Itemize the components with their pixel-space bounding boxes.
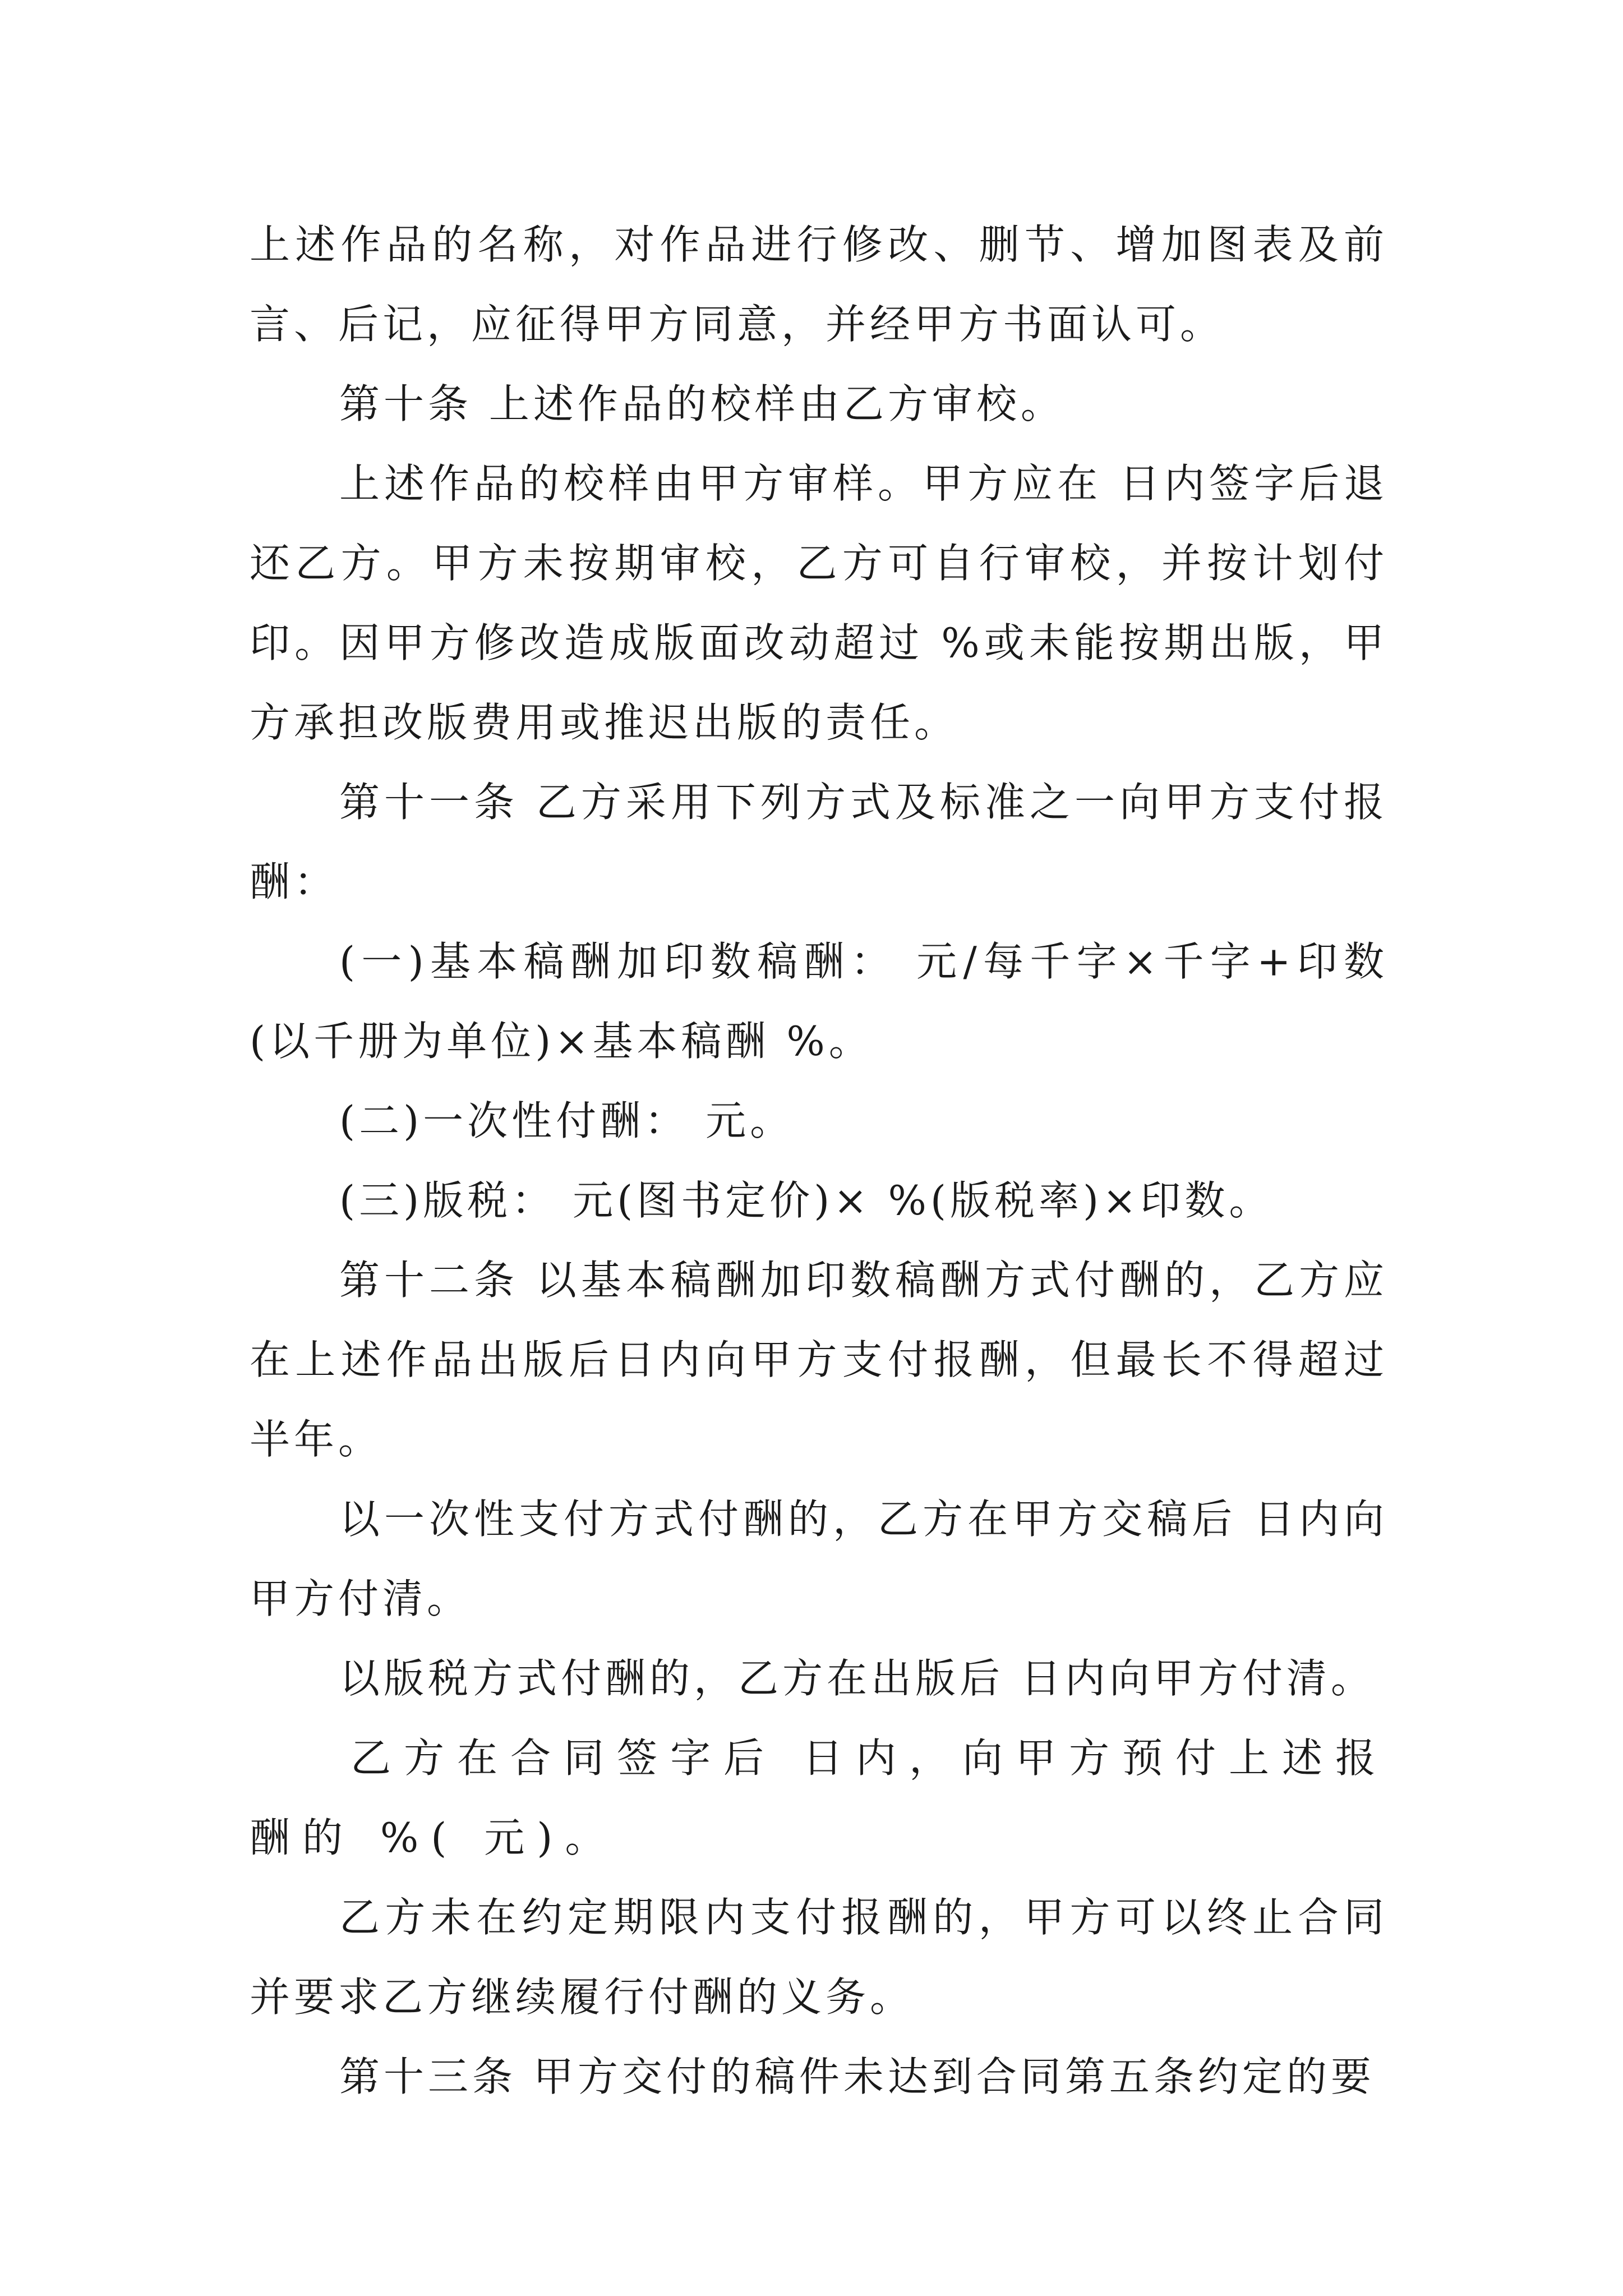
contract-text <box>250 205 1388 2116</box>
paragraph: 上述作品的校样由甲方审样。甲方应在 日内签字后退还乙方。甲方未按期审校，乙方可自行审校，并按计划付印。因甲方修改造成版面改动超过 %或未能按期出版，甲方承担改版费用或推迟出版的责任。 <box>250 460 1388 746</box>
paragraph: 乙方未在约定期限内支付报酬的，甲方可以终止合同并要求乙方继续履行付酬的义务。 <box>250 1894 1388 2021</box>
paragraph: 第十条 上述作品的校样由乙方审校。 <box>339 380 1065 427</box>
paragraph: 上述作品的名称，对作品进行修改、删节、增加图表及前言、后记，应征得甲方同意，并经甲方书面认可。 <box>250 221 1388 348</box>
paragraph: 乙方在合同签字后 日内，向甲方预付上述报酬的 %( 元)。 <box>250 1734 1388 1861</box>
paragraph: (三)版税： 元(图书定价)× %(版税率)×印数。 <box>339 1177 1274 1224</box>
paragraph: 以一次性支付方式付酬的，乙方在甲方交稿后 日内向甲方付清。 <box>250 1496 1388 1622</box>
paragraph: (二)一次性付酬： 元。 <box>339 1097 795 1144</box>
paragraph: 第十三条 甲方交付的稿件未达到合同第五条约定的要 <box>339 2053 1375 2100</box>
paragraph: (一)基本稿酬加印数稿酬： 元/每千字×千字+印数(以千册为单位)×基本稿酬 %。 <box>250 938 1388 1065</box>
paragraph: 以版税方式付酬的，乙方在出版后 日内向甲方付清。 <box>339 1655 1375 1702</box>
paragraph: 第十二条 以基本稿酬加印数稿酬方式付酬的，乙方应在上述作品出版后日内向甲方支付报酬，但最长不得超过半年。 <box>250 1257 1388 1463</box>
paragraph: 第十一条 乙方采用下列方式及标准之一向甲方支付报酬： <box>250 779 1388 905</box>
